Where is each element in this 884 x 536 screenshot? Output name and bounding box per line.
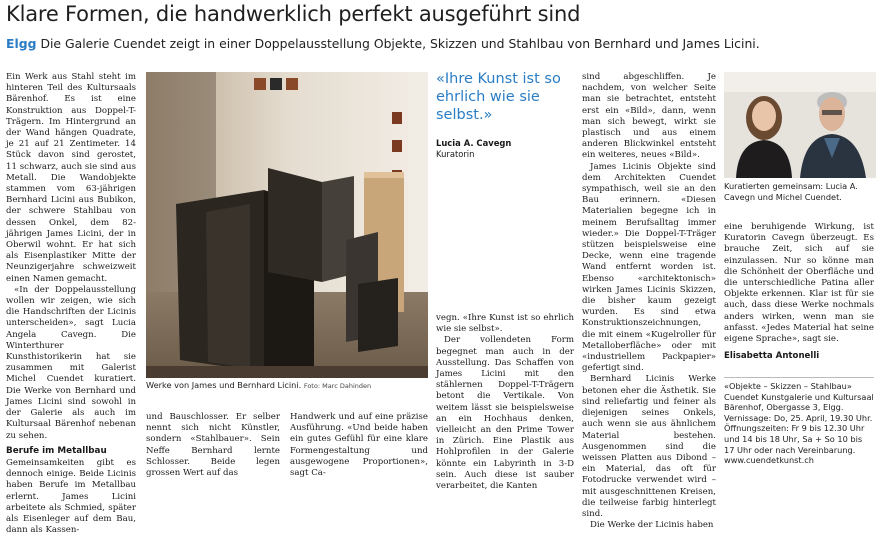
photo-credit: Foto: Marc Dahinden [303,382,372,390]
column-6 [724,222,874,362]
subheading: Berufe im Metallbau [6,445,107,456]
caption-text: Werke von James und Bernhard Licini. [146,380,302,390]
exhibition-infobox [724,377,874,466]
infobox-body: Cuendet Kunstgalerie und Kultursaal Bärenhof, Obergasse 3, Elgg. Vernissage: Do, 25. April, 19.30 Uhr. Öffnungszeiten: Fr 9 bis 12.30 Uhr und 14 bis 18 Uhr, Sa + So 10 bis 17 Uhr oder nach Vereinbarung. [724,391,874,455]
body-paragraph: Handwerk und auf eine präzise Ausführung. «Und beide haben ein gutes Gefühl für eine klare Formengestaltung und ausgewogene Proportionen», sagt Ca- [290,412,428,479]
infobox-title: «Objekte – Skizzen – Stahlbau» [724,381,852,391]
body-paragraph: vegn. «Ihre Kunst ist so ehrlich wie sie selbst». [436,313,574,335]
article-dek [6,36,878,51]
body-paragraph: Der vollendeten Form begegnet man auch in der Ausstellung. Das Schaffen von James Licini mit den stählernen Doppel-T-Trägern betont die Vertikale. Von weitem lässt sie beispielsweise an ein Hochhaus denken, vielleicht an den Prime Tower in Zürich. Eine Plastik aus Hohlprofilen in der Galerie könnte ein Labyrinth in 3-D sein. Auch diese ist sauber verarbeitet, die Kanten [436,335,574,492]
body-paragraph: eine beruhigende Wirkung, ist Kuratorin Cavegn überzeugt. Es brauche Zeit, sich auf sie einzulassen. Nur so könne man die Schönheit der Oberfläche und die unterschiedliche Patina aller Objekte erkennen. Klar ist für sie auch, dass diese Werke nochmals anders wirken, wenn man sie anfasst. «Jedes Material hat seine eigene Sprache», sagt sie. [724,222,874,345]
quote-author-role: Kuratorin [436,149,475,159]
curator-photo [724,72,876,178]
body-paragraph: sind abgeschliffen. Je nachdem, von welcher Seite man sie betrachtet, entsteht erst ein «Bild», dann, wenn man sich bewegt, wirkt sie plastisch und aus einem anderen Blickwinkel entsteht ein weiteres, neues «Bild». [582,72,716,161]
column-3 [290,412,428,479]
pull-quote: «Ihre Kunst ist so ehrlich wie sie selbst.» [436,71,561,123]
column-4 [436,313,574,492]
article-author: Elisabetta Antonelli [724,351,820,362]
quote-author-name: Lucia A. Cavegn [436,138,512,148]
body-paragraph: Die Werke der Licinis haben [590,520,714,531]
main-photo-caption [146,380,428,392]
column-2 [146,412,280,479]
article-headline: Klare Formen, die handwerklich perfekt ausgeführt sind [6,2,581,26]
body-paragraph: «In der Doppelausstellung wollen wir zeigen, wie sich die Handschriften der Licinis unterscheiden», sagt Lucia Angela Cavegn. Die Winterthurer Kunsthistorikerin hat sie zusammen mit Galerist Michel Cuendet kuratiert. Die Werke von Bernhard und James Licini sind sowohl in der Galerie als auch im Kultursaal Bärenhof nebenan zu sehen. [6,284,136,441]
body-paragraph: Ein Werk aus Stahl steht im hinteren Teil des Kultursaals Bärenhof. Es ist eine Konstruktion aus Doppel-T-Trägern. Im Hintergrund an der Wand hängen Quadrate, je 21 auf 21 Zentimeter. 14 Stück davon sind gerostet, 11 schwarz, auch sie sind aus Metall. Die Wandobjekte stammen vom 63-jährigen Bernhard Licini aus Bubikon, der schwere Stahlbau von dessen Onkel, dem 82-jährigen James Licini, der in Oberwil wohnt. Er hat sich als Eisenplastiker Mitte der Neunzigerjahre schweizweit einen Namen gemacht. [6,72,136,284]
dateline-location: Elgg [6,36,37,51]
body-paragraph: James Licinis Objekte sind dem Architekten Cuendet sympathisch, weil sie an den Bau erinnern. «Diesen Materialien begegne ich in meinem Berufsalltag immer wieder.» Die Doppel-T-Träger stützen beispielsweise eine Decke, wenn eine tragende Wand entfernt worden ist. Ebenso «architektonisch» wirken James Licinis Skizzen, die bisher kaum gezeigt wurden. Es sind etwa Konstruktionszeichnungen, die mit einem «Kugelroller für Metalloberfläche» oder mit «industriellem Packpapier» gefertigt sind. [582,161,716,374]
body-paragraph: und Bauschlosser. Er selber nennt sich nicht Künstler, sondern «Stahlbauer». Sein Neffe Bernhard lernte Schlosser. Beide legen grossen Wert auf das [146,412,280,479]
main-photo [146,72,428,378]
curator-photo-caption: Kuratierten gemeinsam: Lucia A. Cavegn und Michel Cuendet. [724,181,858,202]
sculpture-image [146,72,428,378]
column-5 [582,72,716,531]
curators-image [724,72,876,178]
dek-text: Die Galerie Cuendet zeigt in einer Doppelausstellung Objekte, Skizzen und Stahlbau von Bernhard und James Licini. [40,36,760,51]
body-paragraph: Bernhard Licinis Werke betonen eher die Ästhetik. Sie sind reliefartig und feiner als diejenigen seines Onkels, auch wenn sie aus ähnlichem Material bestehen. Ausgenommen sind die weissen Platten aus Dibond – ein Material, das oft für Fotodrucke verwendet wird – mit ausgeschnittenen Kreisen, die teilweise farbig hinterlegt sind. [582,374,716,519]
column-1 [6,72,136,536]
pull-quote-attribution [436,138,576,160]
body-paragraph: Gemeinsamkeiten gibt es dennoch einige. Beide Licinis haben Berufe im Metallbau erlernt. James Licini arbeitete als Schmied, später als Eisenleger auf dem Bau, dann als Kassen- [6,457,136,536]
infobox-url[interactable]: www.cuendetkunst.ch [724,455,814,466]
